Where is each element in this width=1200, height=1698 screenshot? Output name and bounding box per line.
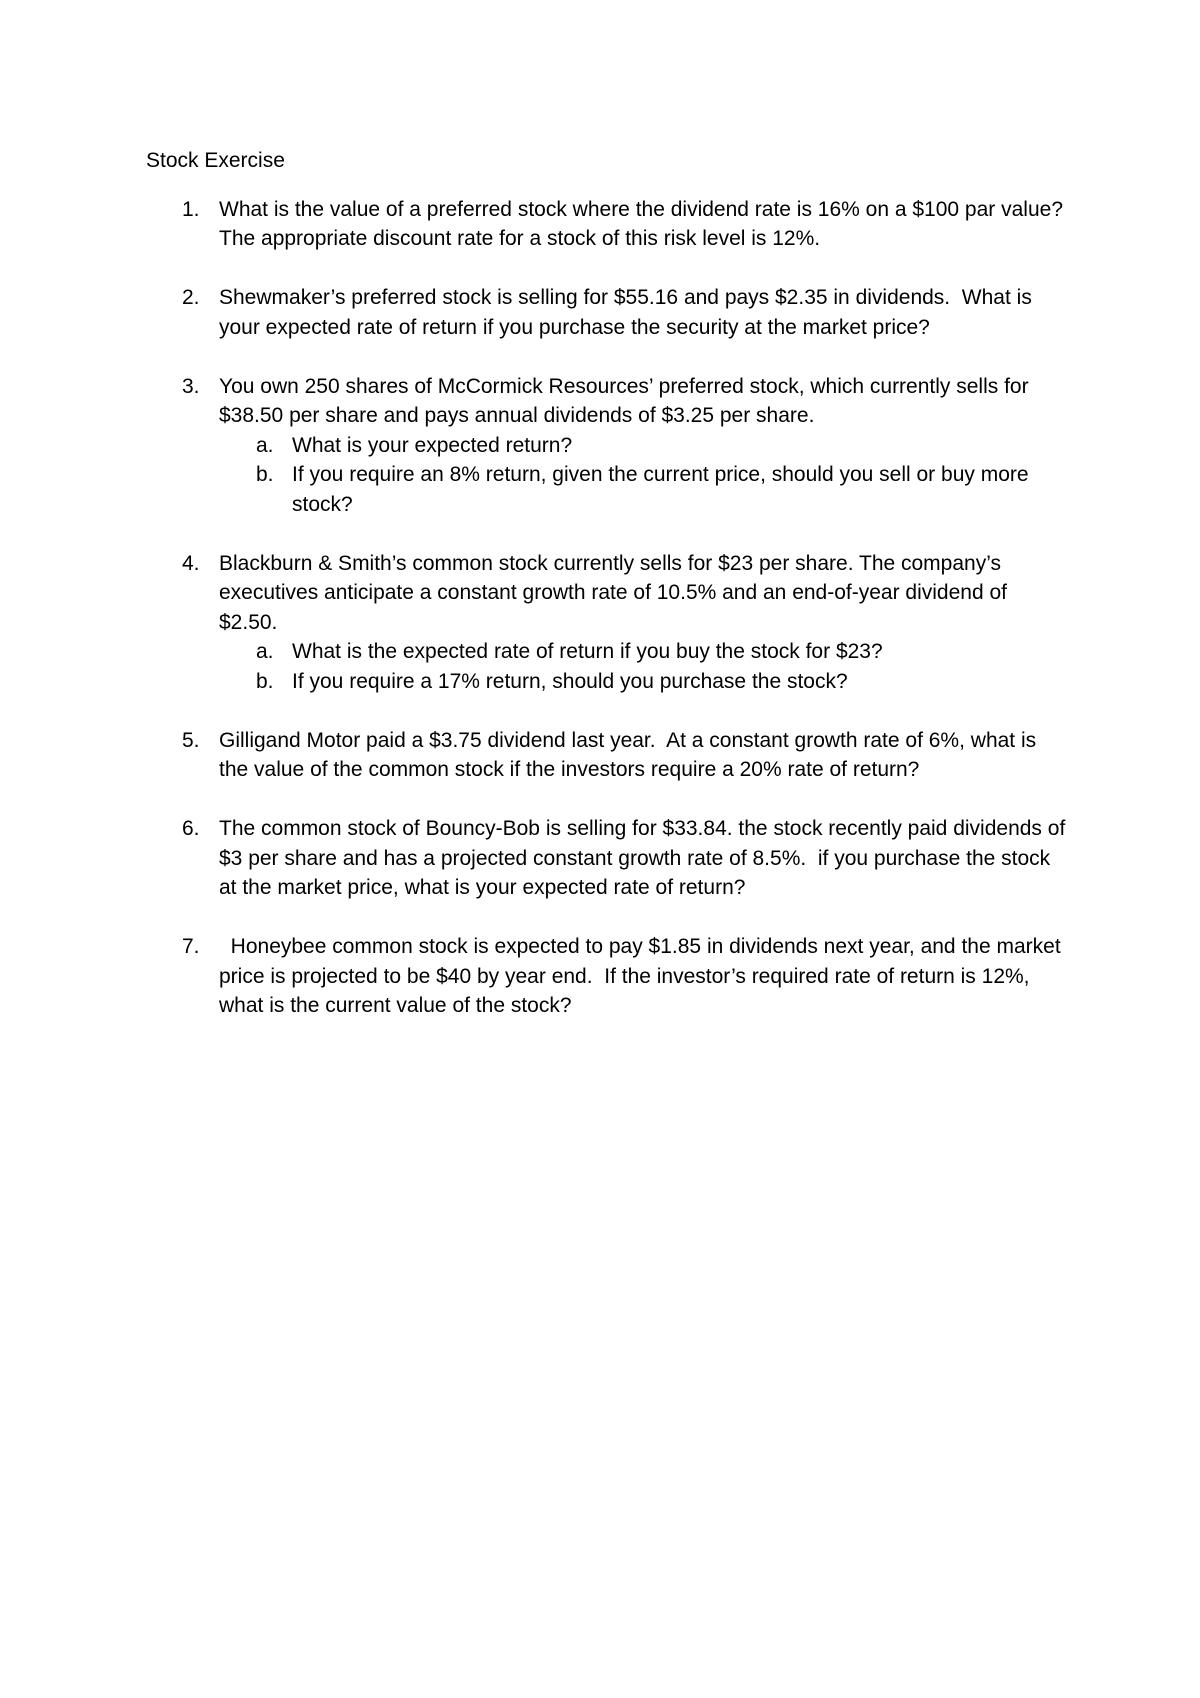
sub-question-item [219,460,1066,519]
question-item [146,195,1069,254]
question-item [146,549,1066,697]
sub-question-letter: b. [256,669,274,693]
sub-question-letter: a. [256,640,274,663]
question-item [146,932,1066,1021]
question-item [146,726,1066,785]
question-item [146,372,1066,520]
sub-question-item [219,431,1066,461]
question-number: 3. [182,374,200,398]
sub-question-item [219,667,1066,697]
question-text: You own 250 shares of McCormick Resources’ preferred stock, which currently sells for $38.50 per share and pays annual dividends of $3.25 per share. [219,374,1035,427]
question-list [146,195,1072,1021]
question-number: 1. [182,197,200,221]
sub-question-list [219,431,1066,520]
question-text: Shewmaker’s preferred stock is selling for $55.16 and pays $2.35 in dividends. What is your expected rate of return if you purchase the security at the market price? [219,286,1038,339]
question-item [146,814,1072,903]
sub-question-text: What is your expected return? [292,433,573,457]
sub-question-item [219,637,1066,667]
document-title: Stock Exercise [146,149,285,172]
sub-question-letter: b. [256,463,274,486]
document-body [146,146,1072,1050]
sub-question-letter: a. [256,433,274,457]
question-number: 5. [182,728,200,752]
question-text: What is the value of a preferred stock where the dividend rate is 16% on a $100 par value? The appropriate discount rate for a stock of this risk level is 12%. [219,197,1069,250]
question-text: Honeybee common stock is expected to pay $1.85 in dividends next year, and the market price is projected to be $40 by year end. If the investor’s required rate of return is 12%, what is the current value of the stock? [219,935,1067,1017]
sub-question-text: If you require a 17% return, should you purchase the stock? [292,669,848,693]
question-text: Blackburn & Smith’s common stock currently sells for $23 per share. The company’s executives anticipate a constant growth rate of 10.5% and an end-of-year dividend of $2.50. [219,551,1013,634]
question-number: 6. [182,817,200,840]
question-number: 7. [182,935,200,958]
sub-question-text: If you require an 8% return, given the current price, should you sell or buy more stock? [292,463,1029,516]
question-item [146,283,1066,342]
sub-question-text: What is the expected rate of return if you buy the stock for $23? [292,640,883,663]
question-text: Gilligand Motor paid a $3.75 dividend last year. At a constant growth rate of 6%, what is the value of the common stock if the investors require a 20% rate of return? [219,728,1042,781]
question-number: 4. [182,551,200,575]
sub-question-list [219,637,1066,696]
question-text: The common stock of Bouncy-Bob is selling for $33.84. the stock recently paid dividends of $3 per share and has a projected constant growth rate of 8.5%. if you purchase the stock at the market price, what is your expected rate of return? [219,817,1072,899]
question-number: 2. [182,286,200,309]
